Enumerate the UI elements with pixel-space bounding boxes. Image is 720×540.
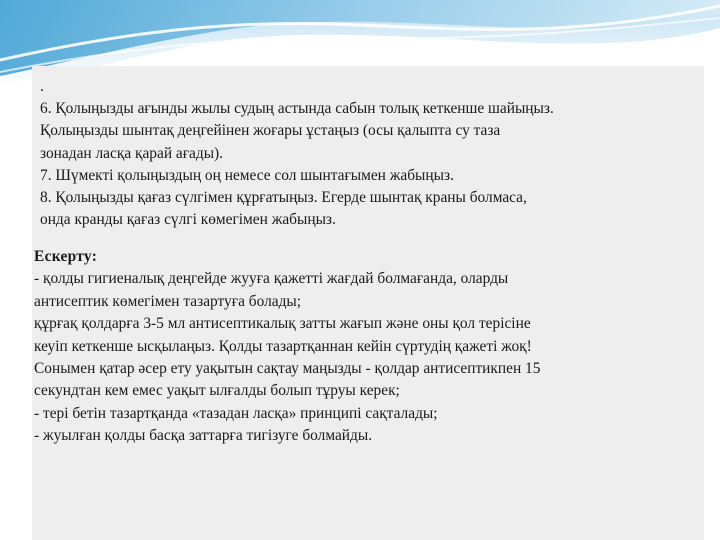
note-line: антисептик көмегімен тазартуға болады;: [34, 292, 302, 310]
instruction-steps: [40, 76, 700, 231]
step-line: онда кранды қағаз сүлгі көмегімен жабыңыз.: [40, 211, 336, 229]
step-line: 7. Шүмекті қолыңыздың оң немесе сол шынтағымен жабыңыз.: [40, 166, 454, 184]
note-line: Сонымен қатар әсер ету уақытын сақтау маңызды - қолдар антисептикпен 15: [34, 360, 541, 378]
step-line: 8. Қолыңызды қағаз сүлгімен құрғатыңыз. Егерде шынтақ краны болмаса,: [40, 189, 527, 207]
note-line: құрғақ қолдарға 3-5 мл антисептикалық затты жағып және оны қол терісіне: [34, 315, 531, 333]
note-section: [34, 246, 704, 448]
step-line: .: [40, 78, 44, 95]
step-line: 6. Қолыңызды ағынды жылы судың астында сабын толық кеткенше шайыңыз.: [40, 100, 554, 118]
step-line: зонадан ласқа қарай ағады).: [40, 144, 224, 162]
note-title: Ескерту:: [34, 248, 98, 265]
note-line: секундтан кем емес уақыт ылғалды болып тұруы керек;: [34, 382, 400, 400]
note-line: - тері бетін тазартқанда «тазадан ласқа» принципі сақталады;: [34, 404, 438, 422]
note-line: - жуылған қолды басқа заттарға тигізуге болмайды.: [34, 427, 373, 445]
note-line: - қолды гигиеналық деңгейде жууға қажетті жағдай болмағанда, оларды: [34, 270, 509, 288]
note-line: кеуіп кеткенше ысқылаңыз. Қолды тазартқаннан кейін сүртудің қажеті жоқ!: [34, 337, 532, 355]
step-line: Қолыңызды шынтақ деңгейінен жоғары ұстаңыз (осы қалыпта су таза: [40, 122, 501, 140]
